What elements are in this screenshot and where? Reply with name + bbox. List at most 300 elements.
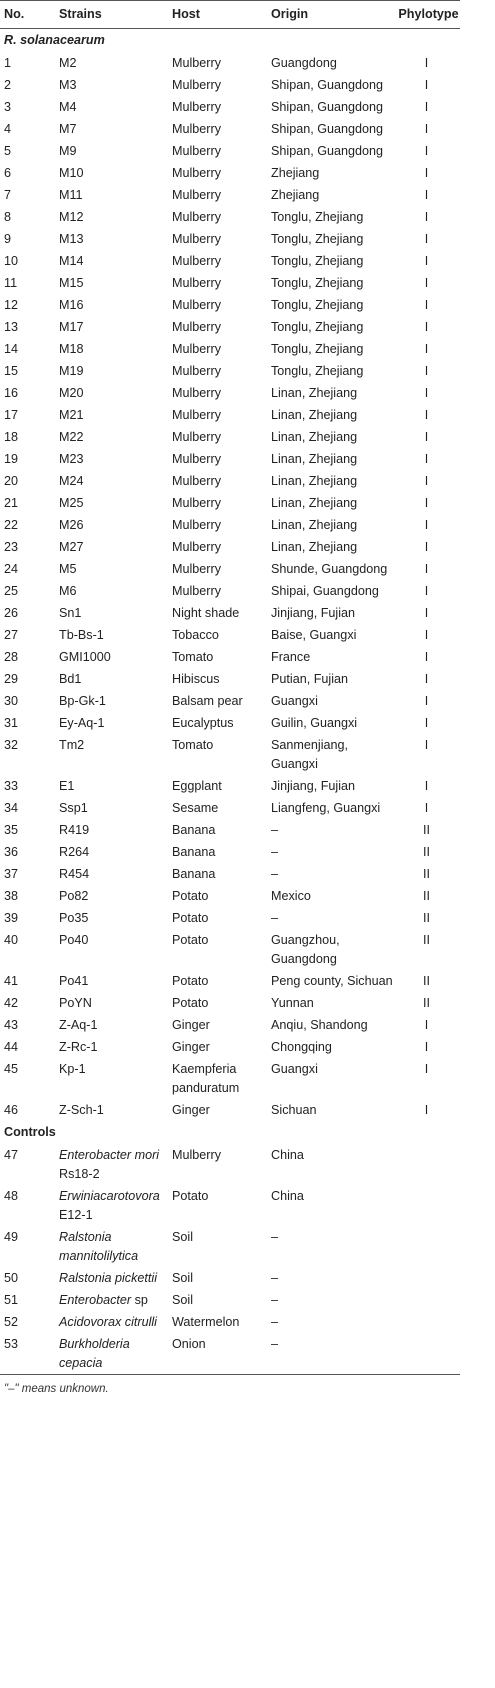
cell-strain: R419 xyxy=(59,822,90,837)
cell-strain xyxy=(55,1333,168,1375)
table-row xyxy=(0,1099,460,1121)
cell-host: Mulberry xyxy=(172,143,221,158)
cell-phylotype xyxy=(393,1333,460,1375)
species-name: Ralstonia mannitolilytica xyxy=(59,1229,139,1263)
cell-host: Mulberry xyxy=(172,187,221,202)
cell-origin: France xyxy=(271,649,311,664)
cell-no: 5 xyxy=(4,143,12,158)
cell-origin: – xyxy=(271,1270,279,1285)
cell-no: 26 xyxy=(4,605,19,620)
cell-origin: Yunnan xyxy=(271,995,314,1010)
cell-host: Ginger xyxy=(172,1102,210,1117)
cell-no: 18 xyxy=(4,429,19,444)
table-row xyxy=(0,448,460,470)
cell-no: 1 xyxy=(4,55,12,70)
table-row xyxy=(0,162,460,184)
cell-strain: GMI1000 xyxy=(59,649,111,664)
cell-host: Mulberry xyxy=(172,275,221,290)
cell-origin: Tonglu, Zhejiang xyxy=(271,209,364,224)
cell-phylotype: I xyxy=(424,649,429,664)
cell-phylotype: I xyxy=(424,121,429,136)
cell-phylotype xyxy=(393,1144,460,1185)
cell-origin: Tonglu, Zhejiang xyxy=(271,363,364,378)
table-row xyxy=(0,970,460,992)
cell-phylotype: I xyxy=(424,627,429,642)
table-row xyxy=(0,228,460,250)
cell-no: 19 xyxy=(4,451,19,466)
cell-host: Mulberry xyxy=(172,363,221,378)
cell-no: 20 xyxy=(4,473,19,488)
cell-origin: – xyxy=(271,910,279,925)
table-row xyxy=(0,1144,460,1185)
cell-no: 30 xyxy=(4,693,19,708)
cell-origin: – xyxy=(271,844,279,859)
cell-no: 40 xyxy=(4,932,19,947)
cell-phylotype: II xyxy=(423,822,430,837)
header-phylotype: Phylotype xyxy=(393,1,460,29)
cell-origin: Linan, Zhejiang xyxy=(271,473,358,488)
strain-tag: E12-1 xyxy=(59,1207,93,1222)
cell-no: 44 xyxy=(4,1039,19,1054)
cell-origin: Zhejiang xyxy=(271,187,320,202)
cell-phylotype: I xyxy=(424,671,429,686)
cell-no: 36 xyxy=(4,844,19,859)
table-row xyxy=(0,426,460,448)
cell-phylotype: I xyxy=(424,737,429,752)
cell-strain: M13 xyxy=(59,231,84,246)
cell-host: Soil xyxy=(172,1292,193,1307)
cell-phylotype: II xyxy=(423,866,430,881)
table-row xyxy=(0,1014,460,1036)
cell-phylotype xyxy=(393,1267,460,1289)
cell-origin: – xyxy=(271,866,279,881)
cell-no: 9 xyxy=(4,231,12,246)
species-name: Enterobacter xyxy=(59,1292,132,1307)
cell-origin: Mexico xyxy=(271,888,311,903)
cell-no: 2 xyxy=(4,77,12,92)
cell-origin: Baise, Guangxi xyxy=(271,627,357,642)
cell-strain xyxy=(55,1226,168,1267)
cell-no: 50 xyxy=(4,1270,19,1285)
cell-strain: M18 xyxy=(59,341,84,356)
cell-host: Mulberry xyxy=(172,341,221,356)
cell-no: 29 xyxy=(4,671,19,686)
cell-no: 31 xyxy=(4,715,19,730)
cell-origin: Linan, Zhejiang xyxy=(271,451,358,466)
table-row xyxy=(0,646,460,668)
cell-host: Banana xyxy=(172,866,216,881)
cell-origin: Guangxi xyxy=(271,1061,318,1076)
cell-host: Banana xyxy=(172,822,216,837)
cell-phylotype: I xyxy=(424,275,429,290)
table-row xyxy=(0,624,460,646)
cell-no: 49 xyxy=(4,1229,19,1244)
table-row xyxy=(0,775,460,797)
table-row xyxy=(0,558,460,580)
cell-phylotype: I xyxy=(424,1017,429,1032)
cell-origin: – xyxy=(271,1292,279,1307)
species-name: Burkholderia cepacia xyxy=(59,1336,130,1370)
cell-host: Mulberry xyxy=(172,55,221,70)
cell-host: Balsam pear xyxy=(172,693,243,708)
cell-host: Soil xyxy=(172,1229,193,1244)
table-row xyxy=(0,360,460,382)
cell-phylotype: I xyxy=(424,495,429,510)
cell-host: Mulberry xyxy=(172,429,221,444)
cell-host: Mulberry xyxy=(172,121,221,136)
cell-host: Tobacco xyxy=(172,627,219,642)
cell-origin: Tonglu, Zhejiang xyxy=(271,297,364,312)
cell-no: 16 xyxy=(4,385,19,400)
cell-phylotype: I xyxy=(424,55,429,70)
cell-no: 38 xyxy=(4,888,19,903)
table-row xyxy=(0,929,460,970)
cell-no: 10 xyxy=(4,253,19,268)
table-row xyxy=(0,797,460,819)
table-body xyxy=(0,29,460,1375)
cell-phylotype: I xyxy=(424,187,429,202)
cell-no: 11 xyxy=(4,275,18,290)
table-row xyxy=(0,316,460,338)
cell-origin: Linan, Zhejiang xyxy=(271,517,358,532)
cell-no: 22 xyxy=(4,517,19,532)
cell-host: Kaempferia panduratum xyxy=(172,1061,240,1095)
cell-phylotype: I xyxy=(424,800,429,815)
table-row xyxy=(0,1036,460,1058)
cell-no: 17 xyxy=(4,407,19,422)
cell-phylotype: II xyxy=(423,932,430,947)
cell-phylotype: I xyxy=(424,253,429,268)
cell-phylotype: I xyxy=(424,341,429,356)
cell-origin: Guangxi xyxy=(271,693,318,708)
cell-phylotype: I xyxy=(424,297,429,312)
cell-strain: M23 xyxy=(59,451,84,466)
cell-no: 13 xyxy=(4,319,19,334)
table-row xyxy=(0,118,460,140)
cell-strain: Ey-Aq-1 xyxy=(59,715,105,730)
cell-no: 23 xyxy=(4,539,19,554)
cell-no: 12 xyxy=(4,297,19,312)
species-name: Enterobacter mori xyxy=(59,1147,160,1162)
table-row xyxy=(0,272,460,294)
cell-no: 51 xyxy=(4,1292,19,1307)
cell-host: Mulberry xyxy=(172,407,221,422)
cell-origin: Tonglu, Zhejiang xyxy=(271,231,364,246)
cell-origin: Linan, Zhejiang xyxy=(271,407,358,422)
cell-no: 52 xyxy=(4,1314,19,1329)
cell-strain: M19 xyxy=(59,363,84,378)
cell-origin: – xyxy=(271,1314,279,1329)
cell-no: 15 xyxy=(4,363,19,378)
cell-host: Mulberry xyxy=(172,583,221,598)
cell-host: Mulberry xyxy=(172,297,221,312)
cell-phylotype xyxy=(393,1185,460,1226)
cell-phylotype xyxy=(393,1289,460,1311)
cell-strain xyxy=(55,1267,168,1289)
section-title: Controls xyxy=(4,1125,56,1139)
cell-host: Mulberry xyxy=(172,385,221,400)
cell-strain: Bp-Gk-1 xyxy=(59,693,106,708)
table-row xyxy=(0,580,460,602)
cell-host: Mulberry xyxy=(172,99,221,114)
table-row xyxy=(0,492,460,514)
table-row xyxy=(0,668,460,690)
cell-strain: M16 xyxy=(59,297,84,312)
cell-host: Mulberry xyxy=(172,1147,221,1162)
cell-origin: Shipan, Guangdong xyxy=(271,143,384,158)
cell-phylotype: I xyxy=(424,165,429,180)
cell-host: Potato xyxy=(172,995,209,1010)
cell-host: Potato xyxy=(172,932,209,947)
cell-no: 34 xyxy=(4,800,19,815)
cell-no: 39 xyxy=(4,910,19,925)
cell-host: Banana xyxy=(172,844,216,859)
cell-phylotype: I xyxy=(424,143,429,158)
cell-phylotype: II xyxy=(423,888,430,903)
cell-no: 27 xyxy=(4,627,19,642)
cell-origin: Jinjiang, Fujian xyxy=(271,778,356,793)
cell-origin: Shipan, Guangdong xyxy=(271,99,384,114)
cell-origin: – xyxy=(271,822,279,837)
cell-phylotype: I xyxy=(424,693,429,708)
strain-tag: sp xyxy=(131,1292,148,1307)
cell-strain: M21 xyxy=(59,407,84,422)
cell-host: Hibiscus xyxy=(172,671,220,686)
cell-origin: Sanmenjiang, Guangxi xyxy=(271,737,349,771)
cell-origin: Tonglu, Zhejiang xyxy=(271,319,364,334)
cell-strain: M2 xyxy=(59,55,77,70)
cell-host: Mulberry xyxy=(172,561,221,576)
cell-host: Soil xyxy=(172,1270,193,1285)
header-host: Host xyxy=(168,1,267,29)
strain-tag: Rs18-2 xyxy=(59,1166,100,1181)
table-row xyxy=(0,96,460,118)
cell-phylotype: II xyxy=(423,844,430,859)
cell-origin: Guangzhou, Guangdong xyxy=(271,932,340,966)
cell-origin: Guangdong xyxy=(271,55,337,70)
cell-phylotype: I xyxy=(424,539,429,554)
cell-no: 25 xyxy=(4,583,19,598)
cell-strain: M11 xyxy=(59,187,83,202)
cell-origin: Linan, Zhejiang xyxy=(271,495,358,510)
cell-origin: China xyxy=(271,1147,304,1162)
cell-origin: Liangfeng, Guangxi xyxy=(271,800,381,815)
cell-strain: M26 xyxy=(59,517,84,532)
table-row xyxy=(0,52,460,74)
cell-host: Tomato xyxy=(172,649,214,664)
cell-phylotype xyxy=(393,1226,460,1267)
cell-phylotype: I xyxy=(424,319,429,334)
cell-strain: Bd1 xyxy=(59,671,82,686)
cell-phylotype: I xyxy=(424,1061,429,1076)
table-row xyxy=(0,863,460,885)
cell-strain xyxy=(55,1144,168,1185)
cell-origin: Linan, Zhejiang xyxy=(271,539,358,554)
table-row xyxy=(0,690,460,712)
cell-origin: – xyxy=(271,1229,279,1244)
cell-host: Mulberry xyxy=(172,451,221,466)
table-row xyxy=(0,841,460,863)
table-row xyxy=(0,294,460,316)
cell-strain: Po82 xyxy=(59,888,89,903)
cell-no: 32 xyxy=(4,737,19,752)
cell-no: 46 xyxy=(4,1102,19,1117)
cell-origin: Tonglu, Zhejiang xyxy=(271,253,364,268)
table-row xyxy=(0,712,460,734)
cell-origin: Jinjiang, Fujian xyxy=(271,605,356,620)
cell-origin: – xyxy=(267,1333,393,1375)
cell-origin: Chongqing xyxy=(271,1039,332,1054)
cell-host: Eggplant xyxy=(172,778,222,793)
cell-phylotype: I xyxy=(424,407,429,422)
cell-strain: M27 xyxy=(59,539,84,554)
cell-no: 47 xyxy=(4,1147,19,1162)
cell-strain: M15 xyxy=(59,275,84,290)
cell-host: Watermelon xyxy=(172,1314,240,1329)
table-row xyxy=(0,907,460,929)
cell-host: Mulberry xyxy=(172,165,221,180)
cell-origin: Shunde, Guangdong xyxy=(271,561,388,576)
cell-phylotype: I xyxy=(424,77,429,92)
cell-strain xyxy=(55,1289,168,1311)
section-title: R. solanacearum xyxy=(4,33,105,47)
cell-no: 28 xyxy=(4,649,19,664)
cell-phylotype: I xyxy=(424,451,429,466)
table-row xyxy=(0,1333,460,1375)
cell-origin: China xyxy=(271,1188,304,1203)
section-row-r-solanacearum xyxy=(0,29,460,53)
cell-strain: Z-Rc-1 xyxy=(59,1039,98,1054)
cell-no: 7 xyxy=(4,187,12,202)
cell-strain: Po35 xyxy=(59,910,89,925)
cell-no: 8 xyxy=(4,209,12,224)
cell-host: Mulberry xyxy=(172,253,221,268)
section-row-controls xyxy=(0,1121,460,1144)
cell-strain: Z-Sch-1 xyxy=(59,1102,104,1117)
cell-origin: Tonglu, Zhejiang xyxy=(271,275,364,290)
cell-origin: Peng county, Sichuan xyxy=(271,973,393,988)
cell-phylotype: I xyxy=(424,561,429,576)
table-row xyxy=(0,74,460,96)
cell-host: Ginger xyxy=(172,1039,210,1054)
table-row xyxy=(0,404,460,426)
cell-strain: M25 xyxy=(59,495,84,510)
cell-phylotype: I xyxy=(424,99,429,114)
table-row xyxy=(0,470,460,492)
cell-phylotype: I xyxy=(424,583,429,598)
cell-phylotype: II xyxy=(423,995,430,1010)
cell-phylotype: I xyxy=(424,1102,429,1117)
cell-no: 14 xyxy=(4,341,19,356)
cell-host: Ginger xyxy=(172,1017,210,1032)
table-row xyxy=(0,1267,460,1289)
cell-no: 53 xyxy=(0,1333,55,1375)
cell-strain: R454 xyxy=(59,866,90,881)
cell-host: Mulberry xyxy=(172,231,221,246)
species-name: Erwiniacarotovora xyxy=(59,1188,160,1203)
cell-host: Potato xyxy=(172,910,209,925)
cell-phylotype: I xyxy=(424,715,429,730)
header-origin: Origin xyxy=(267,1,393,29)
cell-phylotype: I xyxy=(424,231,429,246)
cell-phylotype: I xyxy=(424,1039,429,1054)
cell-no: 42 xyxy=(4,995,19,1010)
cell-strain xyxy=(55,1185,168,1226)
cell-phylotype: I xyxy=(424,429,429,444)
cell-origin: Shipan, Guangdong xyxy=(271,121,384,136)
cell-origin: Linan, Zhejiang xyxy=(271,429,358,444)
cell-no: 45 xyxy=(4,1061,19,1076)
cell-strain: M6 xyxy=(59,583,77,598)
cell-host: Onion xyxy=(168,1333,267,1375)
cell-strain: M17 xyxy=(59,319,84,334)
cell-strain: M22 xyxy=(59,429,84,444)
cell-phylotype: I xyxy=(424,363,429,378)
table-row xyxy=(0,536,460,558)
cell-host: Eucalyptus xyxy=(172,715,234,730)
table-row xyxy=(0,206,460,228)
cell-origin: Tonglu, Zhejiang xyxy=(271,341,364,356)
cell-no: 24 xyxy=(4,561,19,576)
cell-strain: M9 xyxy=(59,143,77,158)
cell-phylotype: I xyxy=(424,473,429,488)
cell-host: Potato xyxy=(172,1188,209,1203)
cell-phylotype: II xyxy=(423,910,430,925)
cell-strain: Kp-1 xyxy=(59,1061,86,1076)
table-row xyxy=(0,514,460,536)
cell-strain xyxy=(55,1311,168,1333)
cell-strain: M4 xyxy=(59,99,77,114)
cell-no: 35 xyxy=(4,822,19,837)
cell-origin: Sichuan xyxy=(271,1102,317,1117)
cell-strain: Tm2 xyxy=(59,737,85,752)
cell-host: Tomato xyxy=(172,737,214,752)
cell-host: Potato xyxy=(172,888,209,903)
cell-origin: Guilin, Guangxi xyxy=(271,715,358,730)
cell-strain: Sn1 xyxy=(59,605,82,620)
cell-no: 21 xyxy=(4,495,19,510)
cell-strain: M3 xyxy=(59,77,77,92)
cell-phylotype: I xyxy=(424,385,429,400)
cell-host: Mulberry xyxy=(172,517,221,532)
cell-phylotype: I xyxy=(424,778,429,793)
footnote: "–" means unknown. xyxy=(4,1383,109,1395)
cell-origin: Shipan, Guangdong xyxy=(271,77,384,92)
species-name: Acidovorax citrulli xyxy=(59,1314,157,1329)
cell-no: 33 xyxy=(4,778,19,793)
table-row xyxy=(0,338,460,360)
cell-host: Mulberry xyxy=(172,473,221,488)
cell-origin: Zhejiang xyxy=(271,165,320,180)
cell-host: Sesame xyxy=(172,800,219,815)
table-row xyxy=(0,819,460,841)
table-row xyxy=(0,734,460,775)
table-header xyxy=(0,1,460,29)
cell-host: Mulberry xyxy=(172,77,221,92)
table-row xyxy=(0,1058,460,1099)
cell-host: Mulberry xyxy=(172,319,221,334)
cell-origin: Linan, Zhejiang xyxy=(271,385,358,400)
cell-strain: M10 xyxy=(59,165,84,180)
table-row xyxy=(0,602,460,624)
cell-strain: M24 xyxy=(59,473,84,488)
table-row xyxy=(0,1311,460,1333)
cell-strain: M14 xyxy=(59,253,84,268)
cell-host: Night shade xyxy=(172,605,240,620)
cell-phylotype: I xyxy=(424,517,429,532)
cell-strain: PoYN xyxy=(59,995,92,1010)
cell-host: Potato xyxy=(172,973,209,988)
